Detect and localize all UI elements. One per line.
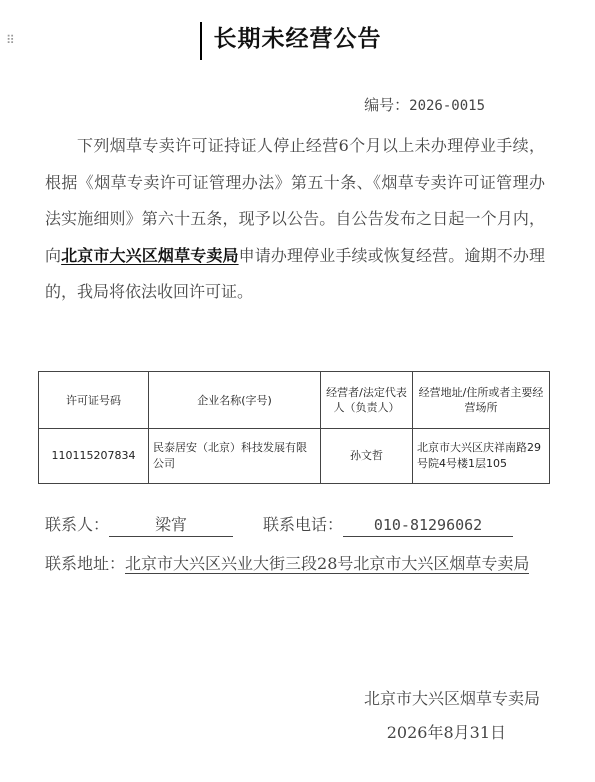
drag-handle-icon[interactable]: ⠿ (6, 33, 14, 47)
notice-body (45, 128, 545, 311)
doc-number (364, 94, 485, 115)
doc-number-label: 编号： (364, 96, 410, 114)
table-row (39, 429, 550, 484)
header-address: 经营地址/住所或者主要经营场所 (413, 372, 550, 429)
cell-company-name: 民泰居安（北京）科技发展有限公司 (149, 429, 321, 484)
doc-number-value: 2026-0015 (409, 98, 485, 114)
license-table (38, 371, 550, 484)
cell-representative: 孙文哲 (321, 429, 413, 484)
header-license-number: 许可证号码 (39, 372, 149, 429)
contact-address: 北京市大兴区兴业大街三段28号北京市大兴区烟草专卖局 (125, 554, 530, 573)
table-header-row (39, 372, 550, 429)
contact-address-label: 联系地址： (45, 554, 126, 573)
contact-person-label: 联系人： (45, 515, 110, 534)
page-title: 长期未经营公告 (213, 26, 382, 52)
header-representative: 经营者/法定代表人（负责人） (321, 372, 413, 429)
contact-phone: 010-81296062 (343, 514, 513, 537)
agency-name: 北京市大兴区烟草专卖局 (61, 245, 239, 265)
cell-address: 北京市大兴区庆祥南路29号院4号楼1层105 (413, 429, 550, 484)
contact-address-block (45, 548, 545, 580)
contact-phone-label: 联系电话： (263, 515, 344, 534)
issuer-signature: 北京市大兴区烟草专卖局 (363, 689, 540, 708)
header-company-name: 企业名称(字号) (149, 372, 321, 429)
issue-date: 2026年8月31日 (386, 723, 506, 742)
cell-license-number: 110115207834 (39, 429, 149, 484)
body-text-1: 下列烟草专卖许可证持证人停止经营6个月以上未办理停业手续，根据《烟草专卖许可证管理办法》第五十条、《烟草专卖许可证管理办法实施细则》第六十五条，现予以公告。自公告发布之日起一个月内，向 (45, 136, 545, 265)
contact-line (45, 514, 513, 537)
contact-person: 梁宵 (109, 514, 233, 537)
body-text-2: 申请办理停业手续或恢复经营。逾期不办理的，我局将依法收回许可证。 (45, 245, 545, 301)
